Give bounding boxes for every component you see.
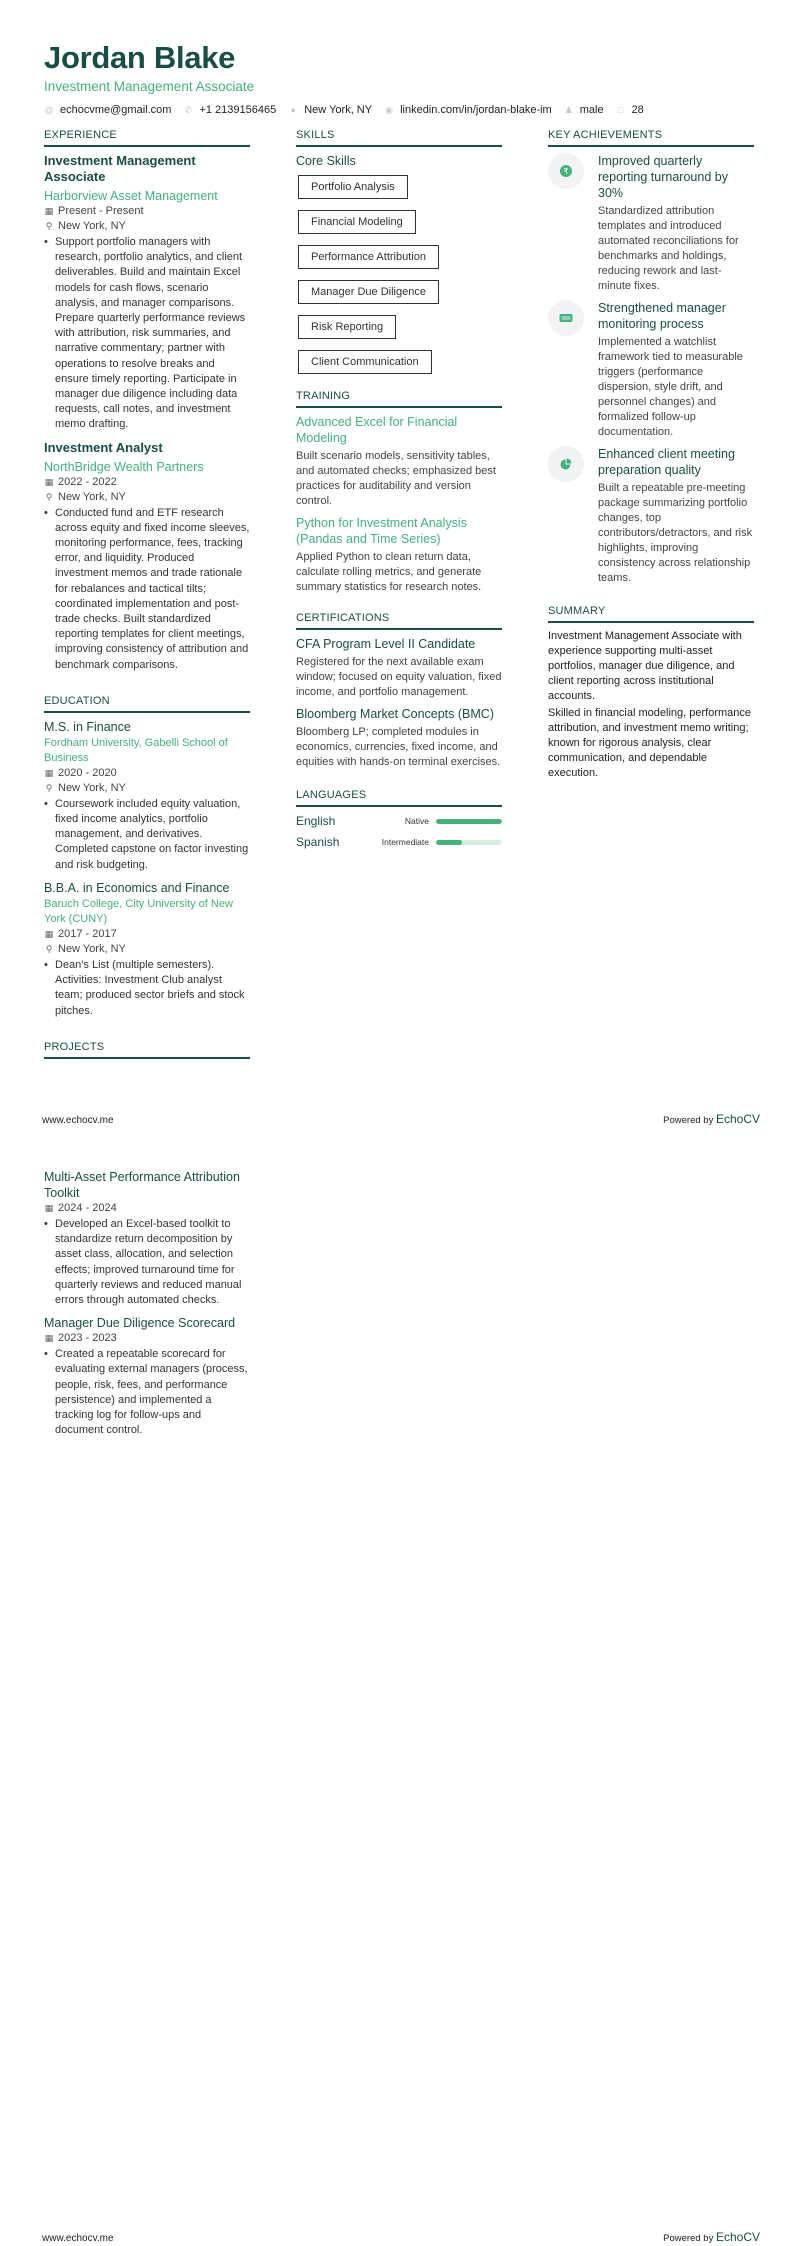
person-icon: ♟ [564, 105, 573, 115]
skill-tag: Financial Modeling [298, 210, 416, 234]
achievement-item [548, 446, 754, 586]
location-icon: ● [290, 105, 296, 115]
school: Baruch College, City University of New York (CUNY) [44, 897, 233, 925]
degree: B.B.A. in Economics and Finance [44, 880, 230, 895]
location-pin-icon: ⚲ [45, 221, 53, 231]
calendar-icon: ▦ [44, 1203, 54, 1213]
project-title: Manager Due Diligence Scorecard [44, 1316, 236, 1331]
language-level: Intermediate [381, 837, 429, 847]
job-location: ⚲ New York, NY [45, 490, 126, 503]
education-heading: EDUCATION [44, 694, 250, 713]
email-icon: @ [44, 105, 54, 115]
degree: M.S. in Finance [44, 719, 131, 734]
job-title: Investment Management Associate [44, 153, 196, 184]
contact-gender: ♟ male [564, 104, 604, 116]
pie-chart-icon [548, 446, 584, 482]
project-entry [44, 1315, 250, 1438]
calendar-icon: ▦ [44, 767, 54, 778]
project-title: Multi-Asset Performance Attribution Toolkit [44, 1170, 240, 1200]
certification-title: Bloomberg Market Concepts (BMC) [296, 707, 494, 721]
resume-page-2 [0, 1123, 794, 2246]
summary-paragraph: Skilled in financial modeling, performance attribution, and investment memo writing; known for rigorous analysis, clear communication, and dependable execution. [548, 707, 751, 779]
training-entry [296, 414, 502, 509]
languages-heading: LANGUAGES [296, 788, 502, 807]
certification-entry [296, 636, 502, 700]
training-desc: Applied Python to clean return data, calculate rolling metrics, and generate summary statistics for research notes. [296, 551, 482, 593]
brand-logo[interactable]: EchoCV [715, 1112, 760, 1126]
resume-header [44, 40, 656, 116]
project-bullet: • Developed an Excel-based toolkit to standardize return decomposition by asset class, allocation, and selection effects; improved turnaround time for quarterly reviews and reduced manual errors through automated checks. [44, 1218, 242, 1307]
language-proficiency-bar [436, 840, 502, 845]
footer-powered-by: Powered by EchoCV [663, 2230, 760, 2244]
candidate-name: Jordan Blake [44, 40, 236, 75]
project-dates: ▦ 2024 - 2024 [44, 1202, 117, 1214]
skill-tag: Risk Reporting [298, 315, 396, 339]
education-entry [44, 880, 250, 1019]
calendar-icon: □ [617, 105, 624, 115]
language-name: English [296, 814, 336, 828]
left-column-continued [44, 1169, 250, 1445]
job-bullet: • Conducted fund and ETF research across equity and fixed income sleeves, monitoring performance, fees, tracking error, and liquidity. Produced investment memos and trade rationale for rebalances and tactical tilts; coordinated implementation and post-trade checks. Built standardized reporting templates for client meetings, improving consistency of attribution and benchmark comparisons. [44, 506, 250, 671]
achievement-desc: Implemented a watchlist framework tied to measurable triggers (performance dispersion, style drift, and personnel changes) and formalized follow-up documentation. [598, 336, 743, 438]
brand-logo[interactable]: EchoCV [715, 2230, 760, 2244]
certification-title: CFA Program Level II Candidate [296, 637, 476, 651]
job-dates: ▦ 2022 - 2022 [44, 475, 117, 488]
summary-text [548, 629, 754, 781]
calendar-icon: ▦ [44, 1333, 54, 1344]
training-title: Advanced Excel for Financial Modeling [296, 415, 458, 445]
training-desc: Built scenario models, sensitivity tables, and automated checks; emphasized best practices for auditability and version control. [296, 450, 496, 507]
skills-list [296, 173, 502, 383]
project-bullet: • Created a repeatable scorecard for evaluating external managers (process, people, risk, fees, and performance persistence) and implemented a tracking log for follow-ups and document control. [44, 1348, 248, 1437]
certification-desc: Bloomberg LP; completed modules in economics, currencies, fixed income, and equities with hands-on terminal exercises. [296, 726, 501, 768]
achievement-title: Improved quarterly reporting turnaround by 30% [598, 154, 728, 200]
location-pin-icon: ⚲ [45, 943, 53, 954]
left-column [44, 128, 250, 1065]
achievement-desc: Built a repeatable pre-meeting package summarizing portfolio changes, top contributors/detractors, and risk highlights, improving consistency across relationship teams. [598, 482, 753, 584]
summary-heading: SUMMARY [548, 604, 754, 623]
language-level: Native [404, 816, 429, 826]
edu-bullet: • Dean's List (multiple semesters). Activities: Investment Club analyst team; produced sector briefs and stock pitches. [44, 958, 245, 1017]
job-location: ⚲ New York, NY [45, 220, 126, 232]
contact-age: □ 28 [616, 104, 644, 116]
footer-powered-by: Powered by EchoCV [663, 1112, 760, 1126]
edu-bullet: • Coursework included equity valuation, fixed income analytics, portfolio management, and derivatives. Completed capstone on factor investing and risk budgeting. [44, 797, 249, 871]
achievement-desc: Standardized attribution templates and introduced automated reconciliations for benchmarks and holdings, reducing rework and last-minute fixes. [598, 205, 739, 292]
contact-phone[interactable]: ✆ +1 2139156465 [184, 104, 277, 116]
achievement-item [548, 153, 754, 294]
experience-heading: EXPERIENCE [44, 128, 250, 147]
school: Fordham University, Gabelli School of Business [44, 736, 228, 764]
phone-icon: ✆ [184, 105, 193, 115]
globe-icon: ◉ [385, 105, 394, 115]
language-row [296, 834, 502, 850]
location-pin-icon: ⚲ [45, 782, 53, 793]
certifications-heading: CERTIFICATIONS [296, 611, 502, 630]
page-footer [42, 2230, 760, 2244]
contact-bar [44, 104, 656, 116]
certification-entry [296, 706, 502, 770]
projects-heading: PROJECTS [44, 1040, 250, 1059]
battery-icon [548, 300, 584, 336]
skill-tag: Client Communication [298, 350, 432, 374]
edu-dates: ▦ 2020 - 2020 [44, 766, 117, 779]
skills-heading: SKILLS [296, 128, 502, 147]
achievement-title: Strengthened manager monitoring process [598, 301, 726, 331]
skills-group-title: Core Skills [296, 154, 356, 168]
edu-location: ⚲ New York, NY [45, 942, 126, 955]
language-proficiency-bar [436, 819, 502, 824]
training-title: Python for Investment Analysis (Pandas and Time Series) [296, 516, 467, 546]
language-name: Spanish [296, 835, 340, 849]
candidate-title: Investment Management Associate [44, 79, 255, 94]
svg-text:₹: ₹ [563, 167, 569, 176]
skill-tag: Portfolio Analysis [298, 175, 408, 199]
company-name: Harborview Asset Management [44, 189, 218, 203]
contact-location: ● New York, NY [288, 104, 372, 116]
summary-paragraph: Investment Management Associate with experience supporting multi-asset portfolios, manager due diligence, and client reporting across institutional accounts. [548, 630, 742, 702]
calendar-icon: ▦ [44, 476, 54, 487]
training-entry [296, 515, 502, 595]
footer-website-link[interactable]: www.echocv.me [42, 2233, 114, 2244]
skill-tag: Performance Attribution [298, 245, 439, 269]
footer-website-link[interactable]: www.echocv.me [42, 1115, 114, 1126]
achievement-title: Enhanced client meeting preparation quality [598, 447, 735, 477]
edu-dates: ▦ 2017 - 2017 [44, 927, 117, 940]
certification-desc: Registered for the next available exam window; focused on equity valuation, fixed income, and portfolio management. [296, 656, 502, 698]
location-pin-icon: ⚲ [45, 491, 53, 502]
skill-tag: Manager Due Diligence [298, 280, 439, 304]
company-name: NorthBridge Wealth Partners [44, 459, 204, 474]
right-column [548, 128, 754, 783]
experience-entry [44, 153, 250, 433]
middle-column [296, 128, 502, 855]
edu-location: ⚲ New York, NY [45, 781, 126, 794]
training-heading: TRAINING [296, 389, 502, 408]
contact-email[interactable]: @ echocvme@gmail.com [44, 104, 172, 116]
language-row [296, 813, 502, 829]
job-dates: ▦ Present - Present [44, 205, 144, 217]
job-title: Investment Analyst [44, 439, 163, 455]
contact-linkedin[interactable]: ◉ linkedin.com/in/jordan-blake-im [385, 104, 552, 116]
project-entry [44, 1169, 250, 1308]
job-bullet: • Support portfolio managers with research, portfolio analytics, and client deliverables. Build and maintain Excel models for cash flows, scenario analysis, and manager comparisons. Prepare quarterly performance reviews with attribution, risk summaries, and narrative commentary; partner with operations to resolve breaks and ensure timely reporting. Participate in manager due diligence including data requests, call notes, and investment memo drafting. [44, 236, 246, 431]
calendar-icon: ▦ [44, 206, 54, 216]
project-dates: ▦ 2023 - 2023 [44, 1332, 117, 1345]
rupee-badge-icon [548, 153, 584, 189]
experience-entry [44, 440, 250, 673]
calendar-icon: ▦ [44, 928, 54, 939]
education-entry [44, 719, 250, 873]
achievements-heading: KEY ACHIEVEMENTS [548, 128, 754, 147]
achievement-item [548, 300, 754, 440]
